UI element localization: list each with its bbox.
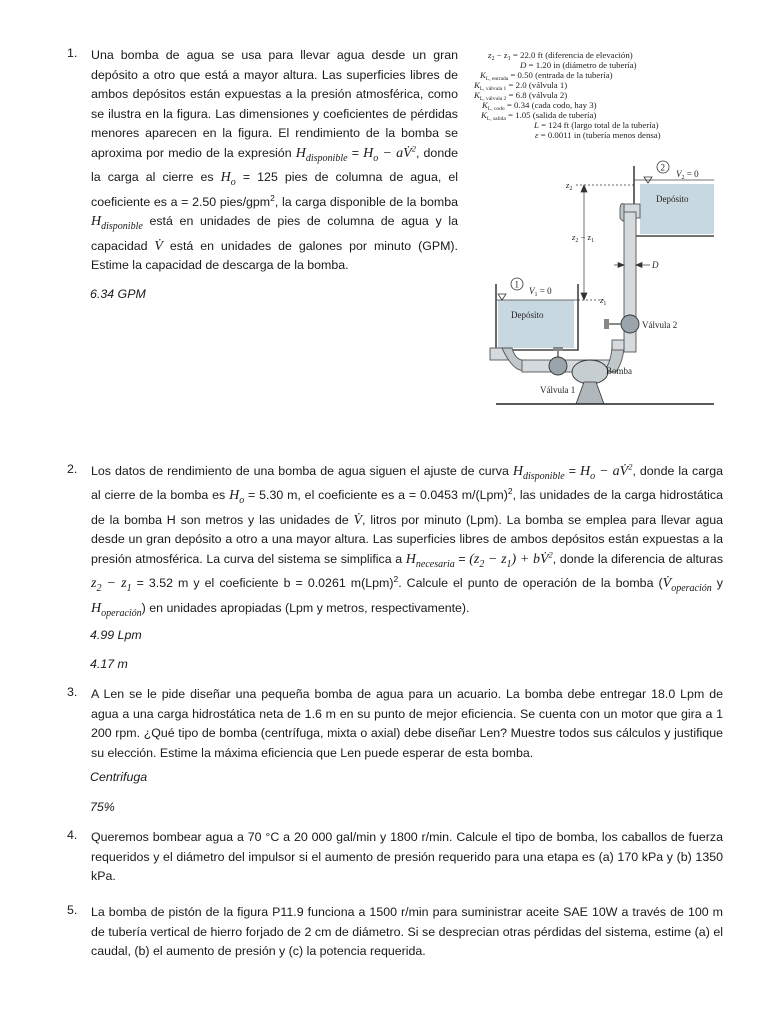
question-number: 3.	[67, 685, 78, 699]
svg-text:z2 − z1: $z_2 - z_1$	[572, 232, 595, 244]
svg-text:D: D	[652, 260, 659, 270]
answer-1: 6.34 GPM	[90, 287, 146, 301]
question-text: Queremos bombear agua a 70 °C a 20 000 gal/min y 1800 r/min. Calcule el tipo de bomba, los caballos de fuerza requeridos y el diámetro del impulsor si el aumento de presión requerido para una etapa es (a) 170 kPa y (b) 1350 kPa.	[91, 830, 723, 884]
svg-text:Válvula 2: Válvula 2	[642, 320, 678, 330]
pump	[572, 360, 632, 404]
svg-text:Bomba: Bomba	[606, 366, 632, 376]
svg-text:KL, entrada = 0.50 (entrada de: $K_{L, entrada} = 0.50$ (entrada de la tubería)	[480, 70, 613, 82]
answer-2a: 4.99 Lpm	[90, 628, 142, 642]
svg-text:1: 1	[514, 279, 519, 290]
svg-text:2: 2	[660, 162, 665, 173]
upper-reservoir	[634, 166, 714, 236]
svg-text:ε = 0.0011 in (tubería menos d: ε = 0.0011 in (tubería menos densa)	[535, 130, 661, 140]
valve-2	[604, 315, 677, 333]
free-surface-1	[498, 278, 552, 300]
question-text: Los datos de rendimiento de una bomba de agua siguen el ajuste de curva $H_{disponible} = H_o$ − aV̇$^2$, donde la carga al cierre de la bomba es $H_o = 5.30$ m, el coeficiente es a = 0.0453 m/(Lpm)$^2$, las unidades de la carga hidrostática de la bomba H son metros y las unidades de V̇, litros por minuto (Lpm). La bomba se emplea para llevar agua desde un gran depósito a otro a una mayor altura. Las superficies libres de ambos depósitos están expuestas a la presión atmosférica. La curva del sistema se simplifica a $H_{necesaria} = (z_2 - z_1)$ + bV̇$^2$, donde la diferencia de alturas $z_2 - z_1 = 3.52$ m y el coeficiente b = 0.0261 m(Lpm)$^2$. Calcule el punto de operación de la bomba ($V̇_{operación}$ y $H_{operación}$) en unidades apropiadas (Lpm y metros, respectivamente).	[91, 461, 724, 619]
answer-2b: 4.17 m	[90, 657, 128, 671]
svg-text:z2 − z1 = 22.0 ft (diferencia: $z_2 - z_1 = 22.0$ ft (diferencia de elevación)	[488, 50, 633, 62]
question-number: 4.	[67, 828, 78, 842]
svg-text:KL, codo = 0.34 (cada codo, ha: $K_{L, codo} = 0.34$ (cada codo, hay 3)	[482, 100, 597, 112]
svg-text:z2: $z_2$	[566, 180, 573, 192]
question-text: Una bomba de agua se usa para llevar agua desde un gran depósito a otro que está a mayor altura. Las superficies libres de ambos depósitos están expuestas a la presión atmosférica, como se ilustra en la figura. Las dimensiones y coeficientes de pérdidas menores aparecen en la figura. El rendimiento de la bomba se aproxima por medio de la expresión $H_{disponible} = H_o$ − aV̇$^2$, donde la carga al cierre es $H_o = 125$ pies de columna de agua, el coeficiente es a = 2.50 pies/gpm$^2$, la carga disponible de la bomba $H_{disponible}$ está en unidades de pies de columna de agua y la capacidad V̇ está en unidades de galones por minuto (GPM). Estime la capacidad de descarga de la bomba.	[91, 48, 458, 273]
answer-3a: Centrifuga	[90, 770, 148, 784]
svg-text:Depósito: Depósito	[656, 194, 689, 204]
svg-text:z1: $z_1$	[600, 295, 607, 307]
svg-text:KL, válvula 1 = 2.0 (válvula 1: $K_{L, válvula 1} = 2.0$ (válvula 1)	[474, 80, 568, 92]
svg-text:KL, salida = 1.05 (salida de t: $K_{L, salida} = 1.05$ (salida de tubería)	[481, 110, 597, 122]
svg-text:V2 = 0: $V_2 = 0$	[676, 169, 699, 181]
svg-text:Válvula 1: Válvula 1	[540, 385, 576, 395]
question-text: La bomba de pistón de la figura P11.9 funciona a 1500 r/min para suministrar aceite SAE 10W a través de 100 m de tubería vertical de hierro forjado de 2 cm de diámetro. Si se desprecian otras pérdidas del sistema, estime (a) el caudal, (b) el aumento de presión y (c) la potencia requerida.	[91, 905, 723, 959]
question-number: 2.	[67, 462, 78, 476]
svg-text:V1 = 0: $V_1 = 0$	[529, 286, 552, 298]
svg-text:KL, válvula 2 = 6.8 (válvula 2: $K_{L, válvula 2} = 6.8$ (válvula 2)	[474, 90, 568, 102]
spec-line	[533, 120, 659, 130]
question-number: 5.	[67, 903, 78, 917]
spec-line	[535, 130, 661, 140]
svg-text:L = 124 ft (largo total de la: L = 124 ft (largo total de la tubería)	[534, 120, 659, 130]
svg-text:D = 1.20 in (diámetro de tuber: D = 1.20 in (diámetro de tubería)	[520, 60, 637, 70]
pump-system-figure	[474, 44, 716, 416]
spec-line	[519, 60, 637, 70]
question-number: 1.	[67, 46, 78, 60]
question-text: A Len se le pide diseñar una pequeña bomba de agua para un acuario. La bomba debe entregar 18.0 Lpm de agua a una carga hidrostática neta de 1.6 m en su punto de mejor eficiencia. Se cuenta con un motor que gira a 1 200 rpm. ¿Qué tipo de bomba (centrífuga, mixta o axial) debe diseñar Len? Muestre todos sus cálculos y justifique su elección. Estime la máxima eficiencia que Len puede esperar de esta bomba.	[91, 687, 723, 760]
answer-3b: 75%	[90, 800, 115, 814]
svg-text:Depósito: Depósito	[511, 310, 544, 320]
